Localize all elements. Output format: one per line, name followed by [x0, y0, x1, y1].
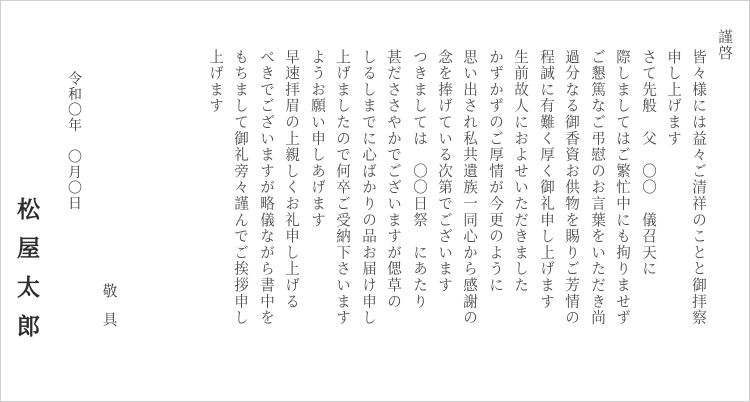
letter-line: 思い出され私共遺族一同心から感謝の	[461, 49, 478, 327]
letter-line: 念を捧げている次第でございます	[436, 49, 453, 294]
sender-name: 松屋太郎	[13, 197, 40, 353]
letter-line: 生前故人におよせいただきました	[512, 49, 529, 294]
letter-line: 申し上げます	[665, 49, 682, 147]
letter-heading: 謹啓	[716, 29, 733, 62]
letter-line: 程誠に有難く厚く御礼申し上げます	[538, 49, 555, 310]
closing-phrase: 敬具	[100, 283, 118, 341]
letter-line: 甚だささやかでございますが偲草の	[385, 49, 402, 310]
letter-line: もちまして御礼旁々謹んでご挨拶申し	[232, 49, 249, 327]
letter-line: かずかずのご厚情が今更のように	[487, 49, 504, 294]
letter-line: べきでございますが略儀ながら書中を	[258, 49, 275, 327]
letter-line: 際しましてはご繁忙中にも拘りませず	[614, 49, 631, 327]
letter-line: しるしまでに心ばかりの品お届け申し	[360, 49, 377, 327]
letter-line: ご懇篤なご弔慰のお言葉をいただき尚	[589, 49, 606, 327]
letter-date: 令和〇年 〇月〇日	[66, 71, 82, 212]
letter-line: 皆々様には益々ご清祥のことと御拝察	[690, 49, 707, 327]
letter-line: つきましては 〇〇日祭 にあたり	[411, 49, 428, 310]
letter-line: ようお願い申しあげます	[309, 49, 326, 229]
letter-line: 上げましたので何卒ご受納下さいます	[334, 49, 351, 327]
letter-line: さて先般 父 〇〇 儀召天に	[640, 49, 657, 278]
letter-line: 早速拝眉の上親しくお礼申し上げる	[283, 49, 300, 310]
letter-line: 上げます	[207, 49, 224, 115]
letter-line: 過分なる御香資お供物を賜りご芳情の	[563, 49, 580, 327]
